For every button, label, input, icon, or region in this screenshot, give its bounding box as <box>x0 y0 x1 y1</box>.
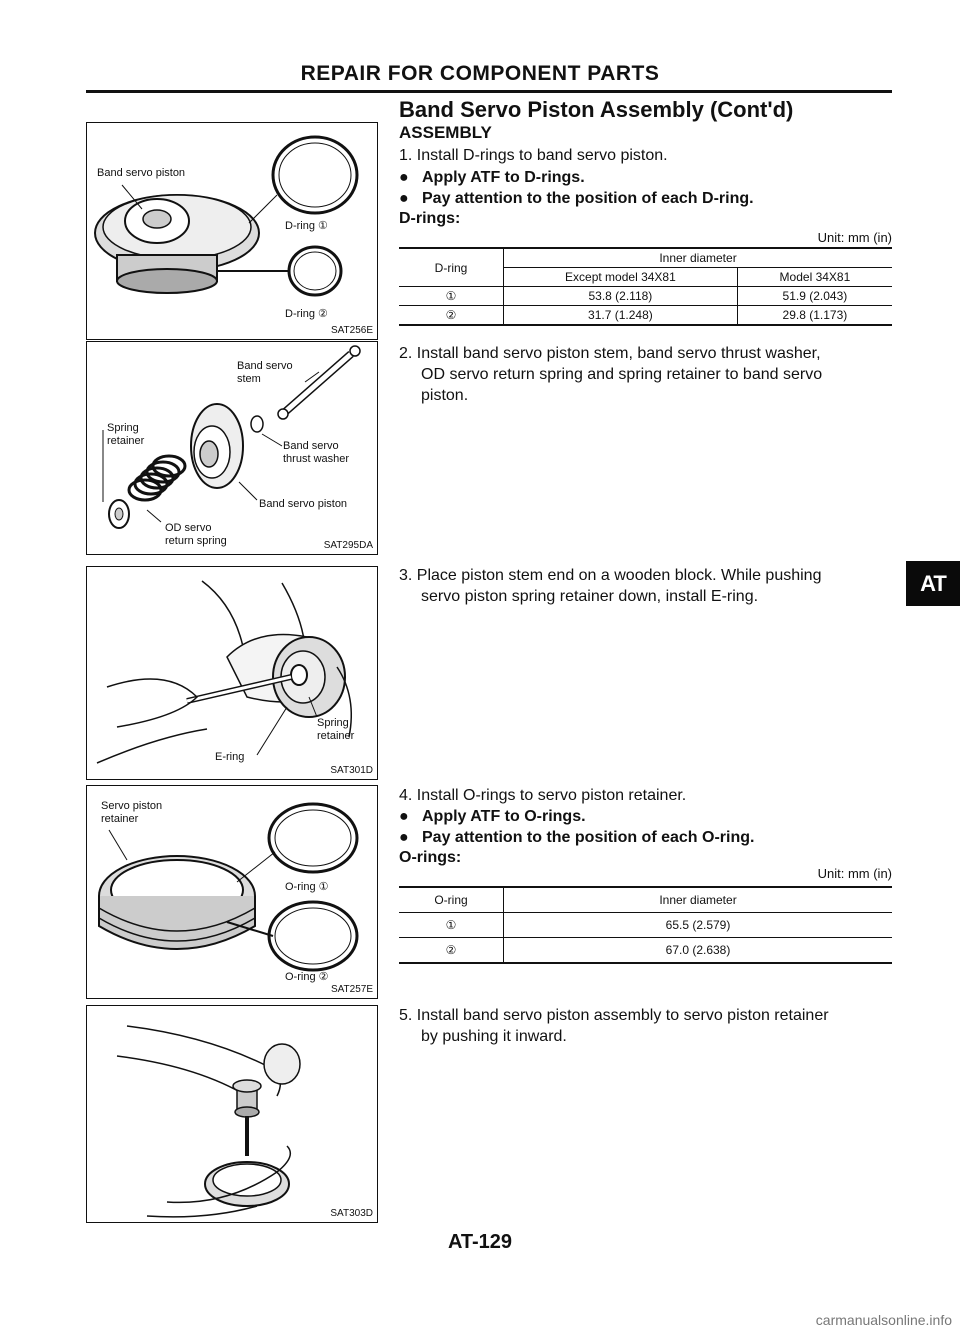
table-row <box>399 938 892 963</box>
fig2-label-retainer2: retainer <box>107 435 145 447</box>
step1-unit: Unit: mm (in) <box>817 230 892 245</box>
step4-bullet2: ● Pay attention to the position of each O-ring. <box>399 829 755 846</box>
step1-bullet1-text: Apply ATF to D-rings. <box>422 169 585 186</box>
step2-line2: OD servo return spring and spring retainer to band servo <box>421 366 823 383</box>
fig1-label-dring2: D-ring ② <box>285 308 328 320</box>
fig1-label-piston: Band servo piston <box>97 167 186 179</box>
section-subtitle: ASSEMBLY <box>399 123 492 142</box>
o-row1-a: 65.5 (2.579) <box>504 913 893 938</box>
step2-line1: 2. Install band servo piston stem, band servo thrust washer, <box>399 345 821 362</box>
assembly-push-illustration <box>87 1006 377 1222</box>
step2-line3: piston. <box>421 387 469 404</box>
fig2-label-washer1: Band servo <box>283 440 339 452</box>
figure-servo-parts <box>86 341 378 555</box>
step4-bullet2-text: Pay attention to the position of each O-ring. <box>422 829 755 846</box>
step4-text: 4. Install O-rings to servo piston retainer. <box>399 787 687 804</box>
section-title: Band Servo Piston Assembly (Cont'd) <box>399 97 794 122</box>
page-number: AT-129 <box>447 1231 513 1253</box>
table-row <box>399 306 892 325</box>
header-rule <box>86 90 892 93</box>
fig4-label-oring2: O-ring ② <box>285 971 329 983</box>
fig1-code: SAT256E <box>330 325 373 336</box>
fig3-label-retainer2: retainer <box>317 730 355 742</box>
section-tab-at: AT <box>906 561 960 606</box>
o-table-col1: O-ring <box>399 888 504 913</box>
fig2-label-washer2: thrust washer <box>283 453 350 465</box>
fig2-label-retainer1: Spring <box>107 422 139 434</box>
step1-bullet2-text: Pay attention to the position of each D-ring. <box>422 190 754 207</box>
fig2-label-piston: Band servo piston <box>259 498 348 510</box>
o-row1-id: ① <box>399 913 504 938</box>
fig4-code: SAT257E <box>330 984 373 995</box>
d-table-group: Inner diameter <box>504 249 893 268</box>
fig3-label-ering: E-ring <box>215 751 245 763</box>
page-header: REPAIR FOR COMPONENT PARTS <box>300 62 660 85</box>
d-row1-b: 51.9 (2.043) <box>737 287 892 306</box>
o-table-col2: Inner diameter <box>504 888 893 913</box>
watermark: carmanualsonline.info <box>815 1312 952 1328</box>
fig4-label-retainer1: Servo piston <box>101 800 163 812</box>
d-row2-a: 31.7 (1.248) <box>504 306 738 325</box>
fig2-code: SAT295DA <box>323 540 373 551</box>
fig4-label-retainer2: retainer <box>101 813 139 825</box>
step1-bullet2: ● Pay attention to the position of each D-ring. <box>399 190 754 207</box>
figure-o-rings <box>86 785 378 999</box>
o-row2-id: ② <box>399 938 504 963</box>
d-table-col2: Except model 34X81 <box>504 268 738 287</box>
fig1-label-dring1: D-ring ① <box>285 220 328 232</box>
table-row <box>399 287 892 306</box>
d-ring-table <box>399 247 892 326</box>
d-table-col3: Model 34X81 <box>737 268 892 287</box>
step1-text: 1. Install D-rings to band servo piston. <box>399 147 668 164</box>
fig3-code: SAT301D <box>330 765 373 776</box>
step5-line2: by pushing it inward. <box>421 1028 567 1045</box>
fig3-label-retainer1: Spring <box>317 717 349 729</box>
step4-bullet1-text: Apply ATF to O-rings. <box>422 808 586 825</box>
step5-line1: 5. Install band servo piston assembly to servo piston retainer <box>399 1007 829 1024</box>
d-row2-id: ② <box>399 306 504 325</box>
fig2-label-stem2: stem <box>237 373 261 385</box>
step3-line2: servo piston spring retainer down, install E-ring. <box>421 588 759 605</box>
fig2-label-spring2: return spring <box>165 535 227 547</box>
d-table-col1: D-ring <box>399 249 504 287</box>
step3-line1: 3. Place piston stem end on a wooden block. While pushing <box>399 567 822 584</box>
step4-unit: Unit: mm (in) <box>817 866 892 881</box>
step4-heading: O-rings: <box>399 849 462 866</box>
d-ring-illustration <box>87 123 377 339</box>
e-ring-illustration <box>87 567 377 779</box>
figure-d-rings <box>86 122 378 340</box>
step1-heading: D-rings: <box>399 210 461 227</box>
d-row2-b: 29.8 (1.173) <box>782 308 848 322</box>
fig4-label-oring1: O-ring ① <box>285 881 329 893</box>
fig2-label-spring1: OD servo <box>165 522 212 534</box>
d-row1-a: 53.8 (2.118) <box>504 287 738 306</box>
figure-assembly-push <box>86 1005 378 1223</box>
table-row <box>399 913 892 938</box>
step1-bullet1: ● Apply ATF to D-rings. <box>399 169 585 186</box>
o-ring-table <box>399 886 892 964</box>
fig5-code: SAT303D <box>330 1208 373 1219</box>
d-row1-id: ① <box>399 287 504 306</box>
fig2-label-stem1: Band servo <box>237 360 293 372</box>
step4-bullet1: ● Apply ATF to O-rings. <box>399 808 586 825</box>
o-row2-a: 67.0 (2.638) <box>665 943 731 957</box>
figure-e-ring <box>86 566 378 780</box>
